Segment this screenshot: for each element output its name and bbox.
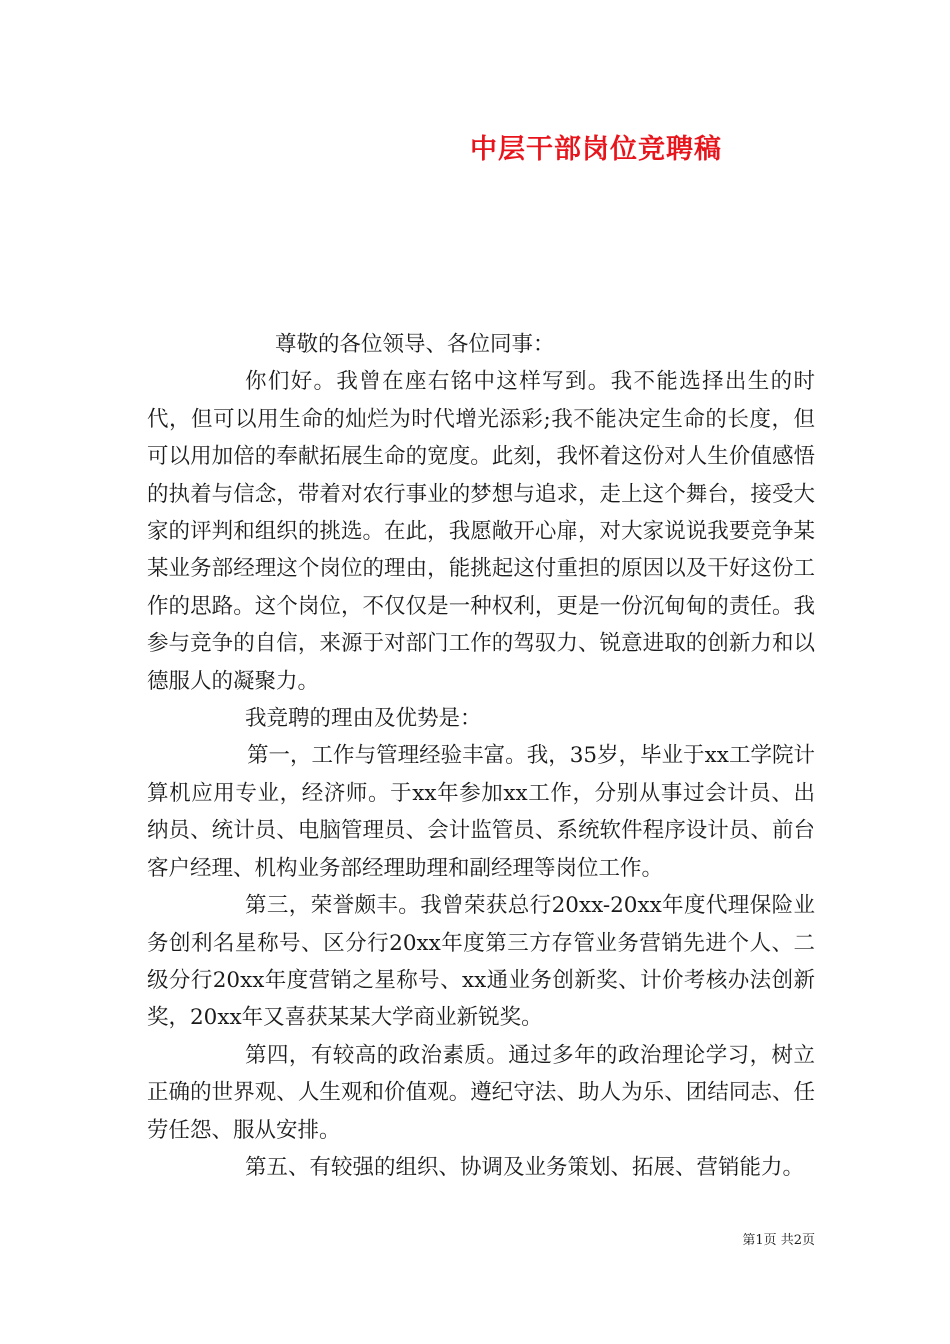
paragraph-fourth: 第四，有较高的政治素质。通过多年的政治理论学习，树立正确的世界观、人生观和价值观。遵纪守法、助人为乐、团结同志、任劳任怨、服从安排。	[147, 1042, 815, 1143]
paragraph-fifth: 第五、有较强的组织、协调及业务策划、拓展、营销能力。	[245, 1154, 805, 1180]
page-number: 第1页 共2页	[742, 1233, 815, 1248]
paragraph-third: 第三，荣誉颇丰。我曾荣获总行20xx-20xx年度代理保险业务创利名星称号、区分行20xx年度第三方存管业务营销先进个人、二级分行20xx年度营销之星称号、xx通业务创新奖、计价考核办法创新奖，20xx年又喜获某某大学商业新锐奖。	[147, 893, 815, 1031]
paragraph-reasons-heading: 我竞聘的理由及优势是：	[245, 706, 482, 732]
paragraph-intro: 你们好。我曾在座右铭中这样写到。我不能选择出生的时代，但可以用生命的灿烂为时代增光添彩;我不能决定生命的长度，但可以用加倍的奉献拓展生命的宽度。此刻，我怀着这份对人生价值感悟的执着与信念，带着对农行事业的梦想与追求，走上这个舞台，接受大家的评判和组织的挑选。在此，我愿敞开心扉，对大家说说我要竞争某某业务部经理这个岗位的理由，能挑起这付重担的原因以及干好这份工作的思路。这个岗位，不仅仅是一种权利，更是一份沉甸甸的责任。我参与竞争的自信，来源于对部门工作的驾驭力、锐意进取的创新力和以德服人的凝聚力。	[147, 369, 815, 694]
paragraph-first: 第一，工作与管理经验丰富。我，35岁，毕业于xx工学院计算机应用专业，经济师。于xx年参加xx工作，分别从事过会计员、出纳员、统计员、电脑管理员、会计监管员、系统软件程序设计员、前台客户经理、机构业务部经理助理和副经理等岗位工作。	[147, 743, 815, 881]
document-title: 中层干部岗位竞聘稿	[470, 134, 722, 165]
salutation: 尊敬的各位领导、各位同事：	[275, 332, 555, 357]
document-body	[147, 326, 815, 1186]
